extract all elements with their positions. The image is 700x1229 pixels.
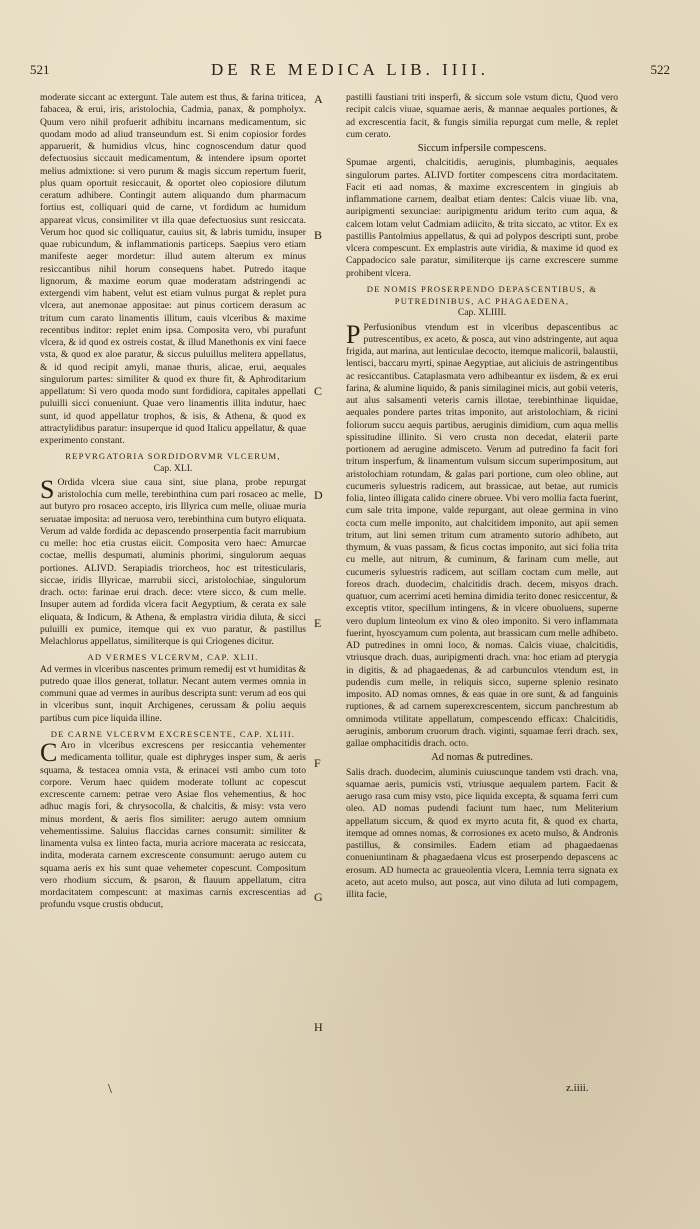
margin-letter: H bbox=[314, 1020, 323, 1034]
paragraph: Spumae argenti, chalcitidis, aeruginis, plumbaginis, aequales singulorum partes. ALIVD fortiter compescens citra mordacitatem. Facit eti aad nomas, & maxime excrescentem in gingiuis ab inflammatione carnem, dealbat etiam dentes: Calcis viuae lib. vna, auripigmenti sexunciae: auripigmentu aridum terito cum aqua, & calcem lotam velut Cadmiam adiicito, & trita siccato, ac vtitor. Ex ex pastillis Pantolmius appellatus, & qui ad polypos descripti sunt, probe vlcera compescunt. Ex emplastris aute viridia, & maxime id quod ex Cappadocico sale paratur, similiterque ijs carne excrescere summe prohibent vlcera. bbox=[346, 157, 618, 279]
chapter-heading: REPVRGATORIA SORDIDORVMR VLCERUM, bbox=[65, 451, 281, 462]
margin-letter: B bbox=[314, 228, 323, 242]
paragraph: Ad vermes in vlceribus nascentes primum remedij est vt humiditas & putredo quae illos generat, tollatur. Necant autem vermes omnia in communi quae ad vermes in auribus descripta sunt: verum ad eos qui in vlceribus sunt, inquit Archigenes, cerussam & poliu aequis partibus cum pice liquida illine. bbox=[40, 663, 306, 724]
right-column bbox=[346, 92, 618, 1112]
section-subheading: Siccum infpersile compescens. bbox=[417, 143, 547, 154]
paragraph-text: Ordida vlcera siue caua sint, siue plana, probe repurgat aristolochia cum melle, terebinthina cum pari rosaceo ac melle, aut butyro pro rosaceo accepto, iris Illyrica cum melle, oliuae muria seruatae imposita: ad neruosa vero, terebinthina cum butyro eliquata. Verum ad valde fordida ac depascendo proserpentia facit marrubium cu melle: hoc etia crustas eiicit. Composita vero haec: Amurcae coctae, mellis despumati, aluminis phorimi, singulorum aequas portiones. ALIVD. Serapiadis triorcheos, hoc est tritesticularis, siccae, iridis Illyricae, marrubii sicci, aristolochiae, singulorum drach. octo: farinae erui drach. dece: vtere sicco, & cum melle. Insuper autem ad fordida vlcera facit Aegyptium, & cerata ex sale eliquata, & Indicum, & Athena, & emplastra viridia diluta, & sicci puluilli ex pumice, itemque qui ex vuo paratur, & pastillus Melachlorus appellatus, similiterque is qui Criogenes dicitur. bbox=[40, 476, 306, 647]
paragraph bbox=[346, 319, 618, 751]
margin-letter: D bbox=[314, 488, 323, 502]
margin-letters bbox=[308, 92, 338, 1034]
chapter-number: Cap. XLIIII. bbox=[457, 307, 507, 319]
chapter-heading: DE CARNE VLCERVM EXCRESCENTE, CAP. XLIII. bbox=[50, 728, 296, 739]
chapter-heading: AD VERMES VLCERVM, CAP. XLII. bbox=[87, 652, 259, 663]
paragraph-text: Perfusionibus vtendum est in vlceribus depascentibus ac putrescentibus, ex aceto, & posca, aut vino adstringente, aut aqua frigida, aut marina, aut lenticulae decocto, itemque malicorii, balaustii, lentisci, baccaru myrti, spinae Aegyptiae, aut aliciuis de astringentibus ac resiccantibus. Cataplasmata vero adhibeantur ex iisdem, & ex erui farina, & alumine liquido, & panis similaginei micis, aut gobii veteris, aut alus salsamenti veteris carnis illotae, terebinthinae liquidae, aequales pondere partes tritas imponito, aut aristolochiam, & ricini foliorum succu aequis partibus, aeruginis dimidium, cum aqua mellis spissitudine illinito. Si vero crusta non decedat, elaterii parte portionem ad aerugine admisceto. Verum ad putredino fa facit fori tritum insperfum, & linamentum vulsum siccum superimpositum, aut aristolochiam rotundam, & galas pari portione, cum oleo obline, aut cucumeris syluestris radicem, aut brassicae, aut betae, aut rumicis folia, linteo illigata calido cinere obruee. Vbi vero mollia facta fuerint, cum sale trita impone, valde repurgant, aut oleae germina in vino cocta cum melle imponito, aut chalcitidem imponito, aut apii semen tritum, aut lini semen tritum cum atramento sutorio adhibeto, aut thymum, & vuas passam, & ficus coctas imponito, aut sici folia trita cu melle, aut nitrum, & cuminum, & farinam cum melle, aut cucumeris syluestris radicem, aut scillam coctam cum melle, aut foreos drach. duodecim, chalcitidis drach. decem, misyos drach. quatuor, cum acerrimi aceti hemina dimidia terito donec resiccentur, & exceptis vtitor, specillum intingens, & in vlcere obuoluens, superne vero duplum linteolum ex vino & oleo imponito. Si vero inflammata fuerint, hyoscyamum cum polenta, aut brassicam cum melle adhibeto. AD putredines in omni loco, & nomas. Calcis viuae, chalcitidis, vtriusque drach. duas, auripigmenti drach. vna: hoc etiam ad pterygia in digitis, & ad phagaedenas, & ad carbunculos vtendum est, in pudendis cum melle, in reliquis sicco, superne splenio resinato imposito. AD nomas omnes, & eas quae in ore sunt, & ad fanguinis ruptiones, & ad carnem superexcrescentem, siccum panchrestum ab omnimoda vtilitate appellatum, compescendo efficax: Chalcitidis, aeruginis, amborum cruorum drach. viginti, squamae ferri drach. sex, gallae omphacitidis drach. octo. bbox=[346, 321, 618, 749]
paragraph-text: Aro in vlceribus excrescens per resiccantia vehementer medicamenta tollitur, quale est diphryges insper sum, & aeris squama, & testacea omnia vsta, & erinacei vsti ambo cum toto corpore. Verum haec quidem moderate tollunt ac copescut excrescente carnem: petrae vero Asiae flos vehementius, & hoc adhuc magis fori, & chrysocolla, & chalcitis, & misy: vsta vero minus mordent, & aeris flos similiter: aerugo autem omnium vehementissime. Saluius flaccidas carnes consumit: similiter & linamenta vulsa ex linteo facta, muria acriore macerata ac resiccata, indita, moderata carnem excrescente consumunt: aerugo autem cu squama aeris ex his sunt quae vehemeter copescunt. Compositum vero rhodium siccum, & psaron, & flauum appellatum, citra mordacitatem compescunt: at maximas carnis excrescentias ad profundu vsque crustis obducut, bbox=[40, 740, 306, 911]
margin-letter: A bbox=[314, 92, 323, 106]
drop-cap: C bbox=[40, 738, 58, 767]
paragraph: pastilli faustiani triti insperfi, & siccum sole vstum dictu, Quod vero recipit calcis viuae, squamae aeris, & mannae aequales portiones, & ad excrescentia facit, & fungis similia repurgat cum melle, & replet cum cerato. bbox=[346, 92, 618, 140]
margin-letter: E bbox=[314, 616, 322, 630]
paragraph bbox=[40, 474, 306, 649]
chapter-number: Cap. XLI. bbox=[153, 462, 193, 474]
paragraph bbox=[40, 740, 306, 912]
section-subheading: Ad nomas & putredines. bbox=[431, 752, 533, 764]
drop-cap: S bbox=[40, 474, 55, 504]
paragraph: Salis drach. duodecim, aluminis cuiuscunque tandem vsti drach. vna, squamae aeris, pumicis vsti, vtriusque aequalem partem. Facit & aerugo rasa cum misy vsto, pice liquida excepta, & squama ferri cum oleo. AD nomas pudendi faciunt tum haec, tum Meliterium appellatum siccum, & quod ex myrto acuta fit, & quod ex charta, itemque ad omnes nomas, & corrosiones ex aceto mulso, & Andronis pastillus, & consimiles. Eadem etiam ad phagaedaenas conueniuntinam & phagaedaena vlcus est proserpendo depascens ac erosum. AD humecta ac graueolentia vlcera, Lemnia terra signata ex aceto, aut aceto mulso, aut posca, aut vino diluta ad luti compagem, illita facie, bbox=[346, 766, 618, 900]
catchmark: \ bbox=[108, 1082, 112, 1097]
paragraph: moderate siccant ac extergunt. Tale autem est thus, & farina triticea, fabacea, & erui, iris, aristolochia, Cadmia, panax, & pompholyx. Quum vero nihil profuerit adhibitu incarnans medicamentum, sic quodam modo ad aliud transeundum est. Si enim copiosior fordes apparuerit, & humidius vlcus, hinc cognoscendum datur quod defectuosius siccauit medicamentum, & intendere ipsum oportet melius admixtione: si vero purum & magis siccum repertum fuerit, plus quam oportuit resiccauit, & oportet oleo copiosiore dilutum ceratum adhibere. Contingit autem aliquando dum pharmacum fortius est, colliquari quid de carne, vt fordidum ac humidum appareat vlcus, consimiliter vt illa quae defectuosius sunt resiccata. Verum hoc quod sic colliquatur, cauius sit, & labris tumidu, insuper quae rubicundum, & inflammationis particeps. Saepius vero etiam manifeste aeger mordetur: illud autem alterum ex minus resiccantibus nihil horum consequens habet. Putredo itaque lignorum, & maxime eorum quae moderatam adstringendi ac extergendi vim habent, velut est etiam vulnus purgat & replet pura vlcera, aut anemonae appositae: aut pinus corticem derasum ac tritum cum carato linamentis illitum, cauis vlceribus & maxime recentibus inditor: replet enim ipsa. Composita vero, vbi purafunt vlcera, & id quod ex ostreis costat, & illud Manethonis ex vini faece vsta, & quod ex aloe paratur, & siccus puluillus melitera appellatus, & id quod recipit amyli, manae thuris, alicae, erui, aequales singulorum partes: similiter & quod ex thure fit, & Aphroditarium appellatum: Si vero quoda modo sunt fordidiora, capitales appellati puluilli sicci conueniunt. Quae vero linamentis illita indutur, haec sunt, id quod appellatur trophos, & isis, & Athena, & quod ex attractylidibus paratur: insuperque id quod Italicu appellatur, & quae experimento constant. bbox=[40, 92, 306, 446]
folio-left: 521 bbox=[30, 62, 50, 77]
drop-cap: P bbox=[346, 319, 361, 349]
margin-letter: C bbox=[314, 384, 323, 398]
page-header bbox=[30, 60, 670, 82]
left-column bbox=[40, 92, 306, 1112]
margin-letter: F bbox=[314, 756, 321, 770]
signature-mark: z.iiii. bbox=[566, 1082, 589, 1094]
folio-right: 522 bbox=[650, 62, 670, 77]
margin-letter: G bbox=[314, 890, 323, 904]
running-title: DE RE MEDICA LIB. IIII. bbox=[210, 60, 490, 79]
chapter-heading: DE NOMIS PROSERPENDO DEPASCENTIBUS, & PUTREDINIBUS, AC PHAGAEDENA, bbox=[366, 283, 598, 306]
